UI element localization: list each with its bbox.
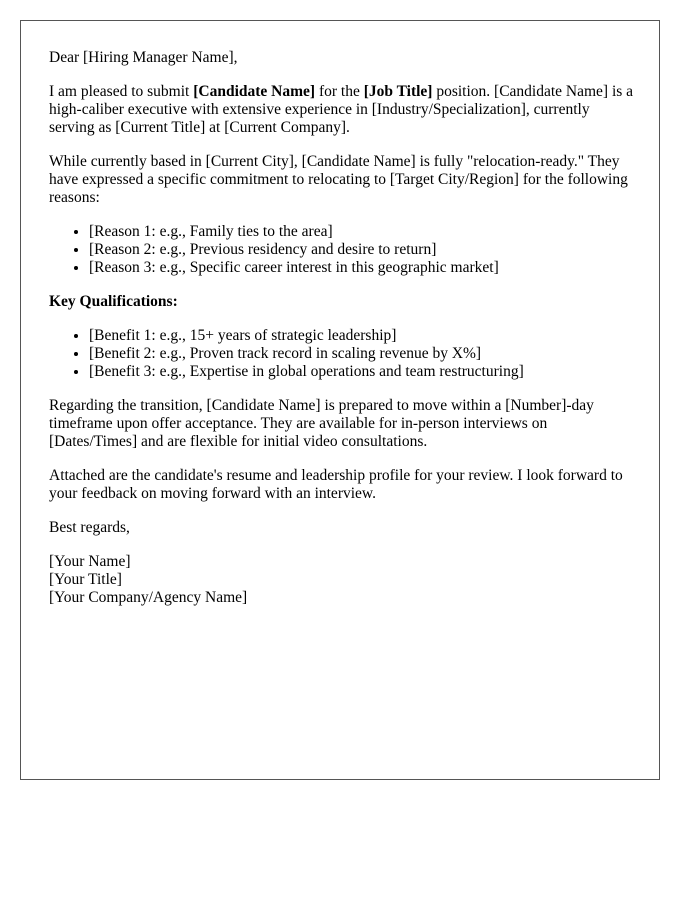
list-item: • [Benefit 2: e.g., Proven track record in scaling revenue by X%] bbox=[89, 345, 639, 363]
letter-body bbox=[49, 49, 639, 623]
reasons-list bbox=[49, 223, 639, 277]
intro-text-2: for the bbox=[315, 83, 364, 100]
closing-paragraph: Attached are the candidate's resume and leadership profile for your review. I look forward to your feedback on moving forward with an interview. bbox=[49, 467, 623, 502]
list-item: • [Reason 2: e.g., Previous residency and desire to return] bbox=[89, 241, 639, 259]
intro-text-3: position. [Candidate Name] is a high-caliber executive with extensive experience in [Industry/Specialization], currently serving as [Current Title] at [Current Company]. bbox=[49, 83, 634, 136]
intro-text-1: I am pleased to submit bbox=[49, 83, 194, 100]
list-item: • [Reason 1: e.g., Family ties to the area] bbox=[89, 223, 639, 241]
benefits-list bbox=[49, 327, 639, 381]
signature-title: [Your Title] bbox=[49, 571, 122, 588]
list-item: • [Benefit 3: e.g., Expertise in global operations and team restructuring] bbox=[89, 363, 639, 381]
signature-company: [Your Company/Agency Name] bbox=[49, 589, 248, 606]
signature-block bbox=[49, 553, 639, 607]
qualifications-heading: Key Qualifications: bbox=[49, 293, 178, 310]
relocation-paragraph: While currently based in [Current City], [Candidate Name] is fully "relocation-ready." They have expressed a specific commitment to relocating to [Target City/Region] for the following reasons: bbox=[49, 153, 628, 206]
salutation: Dear [Hiring Manager Name], bbox=[49, 49, 238, 66]
job-title-bold: [Job Title] bbox=[363, 83, 433, 100]
signoff: Best regards, bbox=[49, 519, 130, 536]
candidate-name-bold: [Candidate Name] bbox=[193, 83, 316, 100]
letter-frame bbox=[20, 20, 660, 780]
intro-paragraph bbox=[49, 83, 639, 137]
signature-name: [Your Name] bbox=[49, 553, 131, 570]
list-item: • [Reason 3: e.g., Specific career interest in this geographic market] bbox=[89, 259, 639, 277]
transition-paragraph: Regarding the transition, [Candidate Name] is prepared to move within a [Number]-day timeframe upon offer acceptance. They are available for in-person interviews on [Dates/Times] and are flexible for initial video consultations. bbox=[49, 397, 594, 450]
list-item: • [Benefit 1: e.g., 15+ years of strategic leadership] bbox=[89, 327, 639, 345]
